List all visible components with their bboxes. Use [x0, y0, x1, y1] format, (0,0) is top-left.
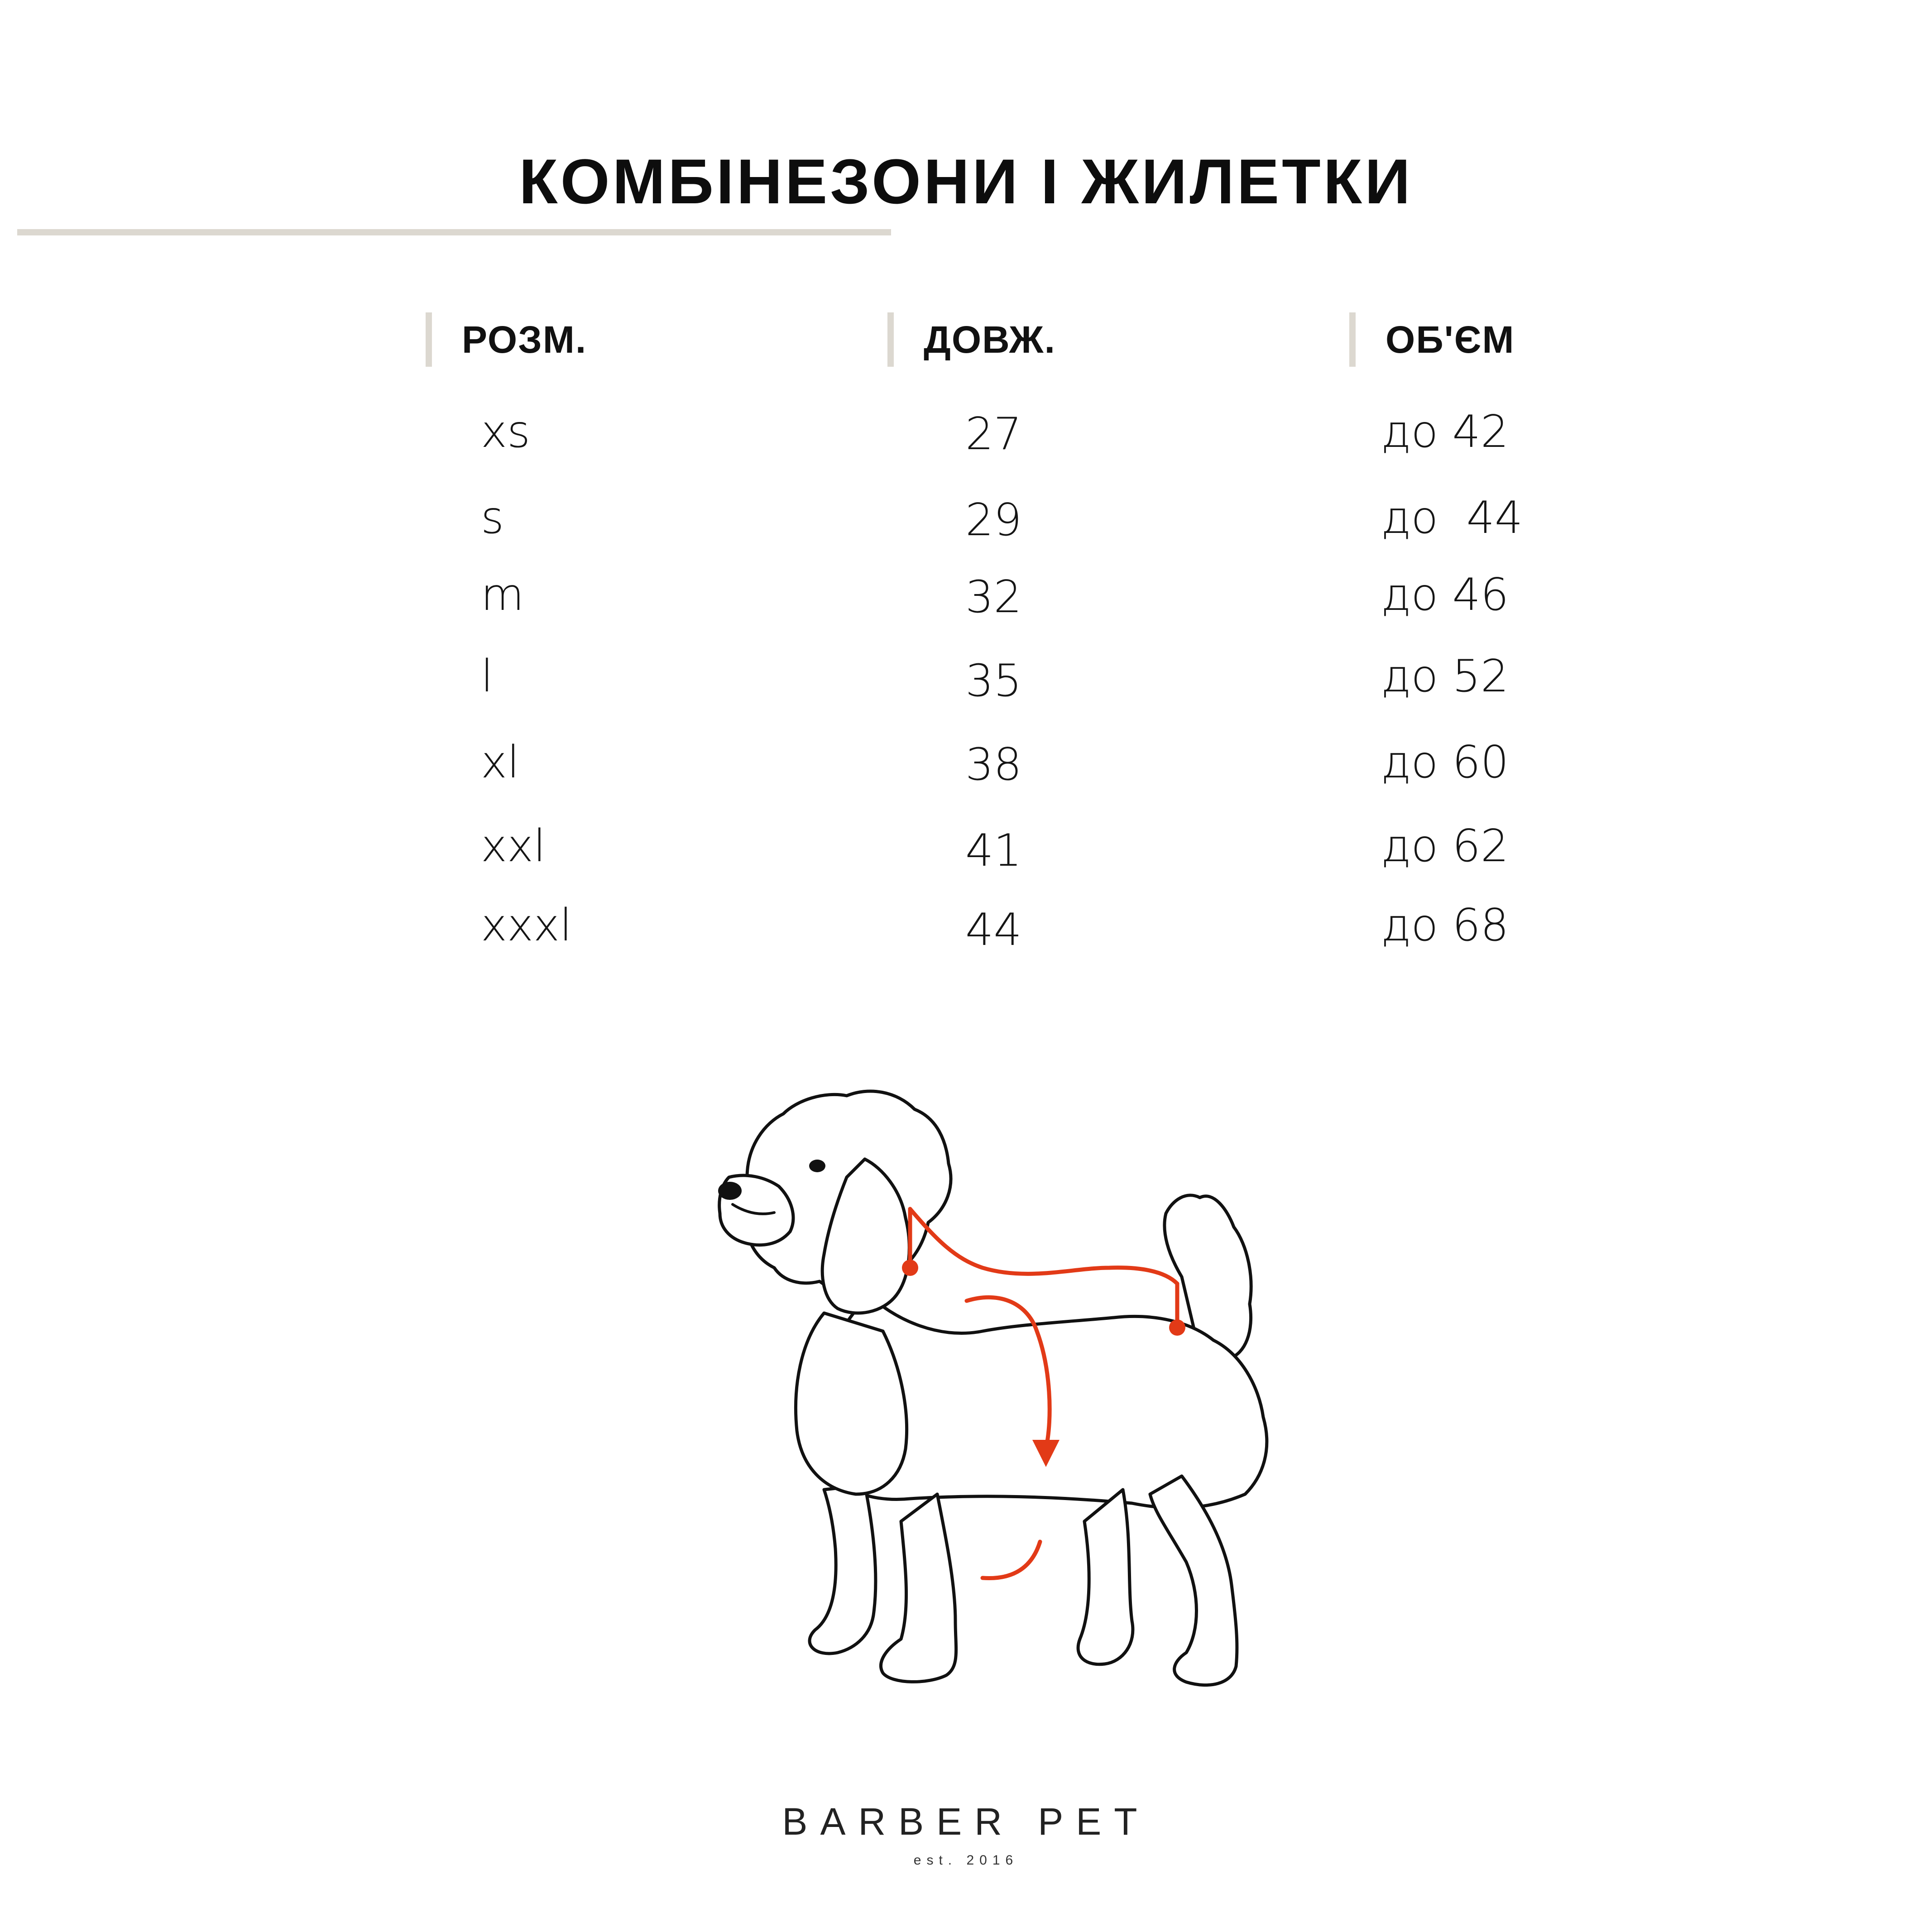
brand-established: est. 2016 [913, 1853, 1019, 1868]
column-header-label: ОБ'ЄМ [1385, 318, 1515, 361]
dog-front-leg-far [810, 1485, 876, 1654]
column-header-length [887, 312, 1056, 367]
column-header-volume [1349, 312, 1515, 367]
size-cell: xl [481, 737, 520, 788]
length-cell: 38 [965, 739, 1022, 791]
length-guide-point-tail [1169, 1319, 1185, 1336]
column-marker [426, 312, 432, 367]
volume-cell: до 60 [1381, 737, 1509, 788]
size-cell: xxl [481, 820, 546, 872]
length-cell: 35 [965, 655, 1022, 707]
dog-back-leg-near [1150, 1476, 1237, 1685]
length-cell: 27 [965, 408, 1022, 460]
length-guide-line [910, 1209, 1177, 1284]
length-cell: 29 [965, 494, 1022, 546]
length-guide-point-neck [902, 1260, 918, 1276]
column-header-label: РОЗМ. [462, 318, 587, 361]
volume-cell: до 62 [1381, 820, 1509, 872]
volume-cell: до 68 [1381, 900, 1509, 951]
page-title: КОМБІНЕЗОНИ І ЖИЛЕТКИ [519, 146, 1413, 217]
volume-cell: до 52 [1381, 651, 1509, 702]
volume-cell: до 46 [1381, 569, 1509, 621]
length-cell: 32 [965, 571, 1022, 623]
dog-measurement-illustration [611, 1041, 1358, 1730]
volume-cell: до 44 [1381, 492, 1523, 544]
length-cell: 41 [965, 825, 1022, 877]
column-header-label: ДОВЖ. [924, 318, 1056, 361]
size-cell: l [481, 651, 494, 702]
column-header-size [426, 312, 587, 367]
size-cell: s [481, 492, 504, 544]
title-divider [17, 229, 891, 235]
column-marker [887, 312, 894, 367]
girth-guide-lower [983, 1542, 1040, 1578]
brand-name: BARBER PET [782, 1800, 1150, 1843]
dog-front-leg-near [881, 1494, 956, 1682]
dog-eye [809, 1160, 825, 1172]
dog-nose [718, 1182, 742, 1200]
size-cell: xs [481, 406, 531, 458]
dog-back-leg-far [1078, 1490, 1133, 1664]
size-cell: m [481, 569, 524, 621]
column-marker [1349, 312, 1356, 367]
length-cell: 44 [965, 904, 1022, 956]
size-cell: xxxl [481, 900, 572, 951]
volume-cell: до 42 [1381, 406, 1509, 458]
